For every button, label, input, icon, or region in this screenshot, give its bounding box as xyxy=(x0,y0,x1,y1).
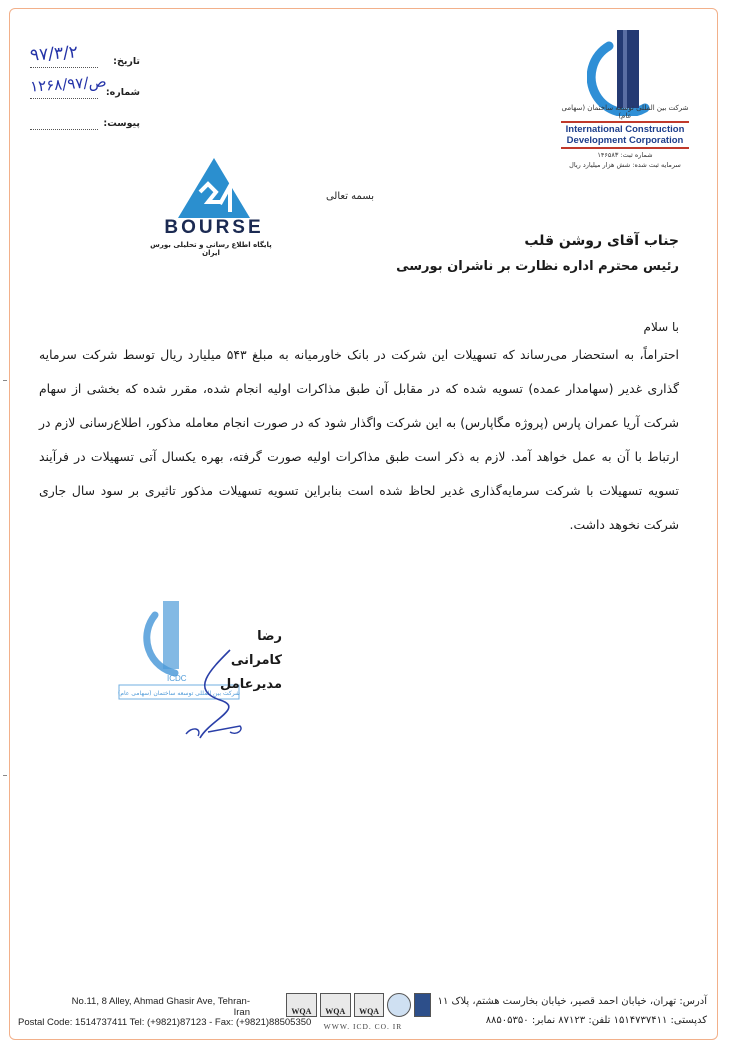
icdc-divider xyxy=(561,121,689,123)
stamp-caption: شرکت بین المللی توسعه ساختمان (سهامی عام) xyxy=(117,690,241,697)
wqa-cert-icon: WQA xyxy=(320,993,351,1017)
icdc-name-block xyxy=(555,104,695,170)
cert-badge-icon xyxy=(414,993,431,1017)
letter-meta xyxy=(22,42,140,143)
icdc-name-en-2: Development Corporation xyxy=(566,135,684,146)
certification-badges xyxy=(286,993,431,1019)
wqa-cert-icon: WQA xyxy=(286,993,317,1017)
cert-seal-icon xyxy=(387,993,410,1017)
attachment-line xyxy=(30,129,98,130)
bourse-wordmark: BOURSE xyxy=(164,217,264,238)
number-line xyxy=(30,98,98,99)
date-label: تاریخ: xyxy=(113,56,140,67)
recipient-title: رئیس محترم اداره نظارت بر ناشران بورسی xyxy=(396,259,679,274)
footer-address-fa-line2: کدپستی: ۱۵۱۴۷۳۷۴۱۱ تلفن: ۸۷۱۲۳ نمابر: ۸۸۵۰۵۳۵۰ xyxy=(485,1015,707,1026)
letter-body xyxy=(39,316,679,542)
attachment-label: پیوست: xyxy=(103,118,140,129)
signatory-role: مدیرعامل xyxy=(220,677,282,692)
footer-address-fa-line1: آدرس: تهران، خیابان احمد قصیر، خیابان بخارست هشتم، پلاک ۱۱ xyxy=(437,996,707,1007)
footer-postal-en: Postal Code: 1514737411 Tel: (+9821)87123 - Fax: (+9821)88505350 xyxy=(18,1017,312,1028)
salutation: با سلام xyxy=(643,320,679,334)
number-label: شماره: xyxy=(105,87,140,98)
icdc-registration: شماره ثبت: ۱۴۶۵۸۳ xyxy=(597,151,653,159)
number-row xyxy=(22,72,140,112)
stamp-logo-text: ICDC xyxy=(167,674,187,683)
wqa-cert-icon: WQA xyxy=(354,993,385,1017)
attachment-row xyxy=(22,112,140,143)
icdc-divider xyxy=(561,147,689,149)
date-value: ۹۷/۳/۲ xyxy=(29,42,79,66)
margin-mark xyxy=(3,380,7,381)
recipient-name: جناب آقای روشن قلب xyxy=(524,233,679,249)
footer-address-fa xyxy=(437,992,707,1030)
handwritten-signature-icon xyxy=(150,640,270,750)
icdc-name-en-1: International Construction xyxy=(565,124,685,135)
website: WWW. ICD. CO. IR xyxy=(323,1022,403,1031)
date-line xyxy=(30,67,98,68)
bourse-subtitle: پایگاه اطلاع رسانی و تحلیلی بورس ایران xyxy=(150,241,272,257)
margin-mark xyxy=(3,775,7,776)
icdc-capital: سرمایه ثبت شده: شش هزار میلیارد ریال xyxy=(569,161,681,169)
footer-address-en: No.11, 8 Alley, Ahmad Ghasir Ave, Tehran-Iran xyxy=(71,996,250,1018)
letter-paragraph: احتراماً، به استحضار می‌رساند که تسهیلات این شرکت در بانک خاورمیانه به مبلغ ۵۴۳ میلیارد ریال توسط شرکت سرمایه گذاری غدیر (سهامدار عمده) تسویه شده که در مقابل آن طبق مذاکرات اولیه انجام شده، مقرر شده که بخشی از سهام شرکت آریا عمران پارس (پروژه مگاپارس) به این شرکت واگذار شود که در صورت انجام معامله مذکور، اطلاع‌رسانی لازم در ارتباط با آن به عمل خواهد آمد. لازم به ذکر است طبق مذاکرات اولیه صورت گرفته، بهره یکسال آتی تسهیلات در فرآیند تسویه تسهیلات با شرکت سرمایه‌گذاری غدیر لحاظ شده است بنابراین تسویه تسهیلات مذکور تاثیری بر سود سال جاری شرکت نخوهد داشت. xyxy=(39,347,679,532)
besm-header: بسمه تعالی xyxy=(325,191,375,202)
recipient-block xyxy=(259,228,679,280)
icdc-logo-icon xyxy=(587,28,671,116)
number-value: ص/۱۲۶۸/۹۷ xyxy=(29,72,108,96)
signatory-name: رضا کامرانی xyxy=(230,629,282,668)
icdc-name-fa: شرکت بین المللی توسعه ساختمان (سهامی عام) xyxy=(561,104,689,120)
